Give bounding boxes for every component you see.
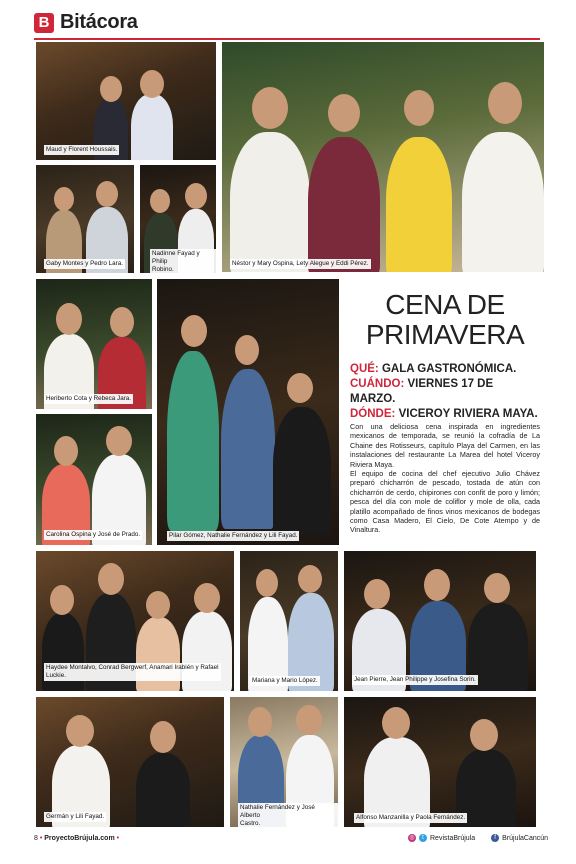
photo-caption: Maud y Florent Houssais. bbox=[46, 146, 118, 153]
paragraph: El equipo de cocina del chef ejecutivo Julio Chávez preparó chicharrón de pescado, tostada de atún con chicharrón de cerdo, chipirones con confit de poro y limón; pesca del día con mole de coliflor y mole de olla, cada platillo acompañado de finos vinos mexicanos de bodegas como Casa Madero, El Cielo, De Cote Atempo y de Vinaltura. bbox=[350, 469, 540, 535]
section-title: Bitácora bbox=[60, 11, 138, 33]
photo-caption: Heriberto Cota y Rebeca Jara. bbox=[46, 395, 132, 402]
photo-carolina-jose bbox=[36, 414, 152, 545]
page-number: 8 bbox=[34, 835, 38, 842]
photo-caption: Mariana y Mario López. bbox=[252, 677, 318, 684]
photo-gaby-pedro bbox=[36, 165, 134, 273]
photo-alfonso-paola bbox=[344, 697, 536, 827]
social-handle[interactable]: BrújulaCancún bbox=[502, 834, 549, 842]
photo-german-lili bbox=[36, 697, 224, 827]
article-body bbox=[350, 422, 540, 535]
paragraph: Con una deliciosa cena inspirada en ingredientes mexicanos de temporada, se reunió la cofradía de La Chaine des Rotisseurs, capítulo Playa del Carmen, en las instalaciones del restaurante La Marea del hotel Viceroy Riviera Maya. bbox=[350, 422, 540, 469]
fact-what: QUÉ: GALA GASTRONÓMICA. bbox=[350, 363, 517, 375]
photo-heriberto-rebeca bbox=[36, 279, 152, 409]
facebook-icon[interactable]: f bbox=[491, 834, 499, 842]
twitter-icon[interactable]: t bbox=[419, 834, 427, 842]
photo-nestor-group bbox=[222, 42, 544, 272]
photo-jean-group bbox=[344, 551, 536, 691]
photo-caption: Néstor y Mary Ospina, Lety Alegue y Eddi Pérez. bbox=[232, 260, 369, 267]
fact-where: DÓNDE: VICEROY RIVIERA MAYA. bbox=[350, 408, 538, 420]
title-line: PRIMAVERA bbox=[365, 319, 525, 350]
photo-nadinne-philip bbox=[140, 165, 216, 273]
site-link[interactable]: ProyectoBrújula.com bbox=[44, 835, 115, 842]
title-line: CENA DE bbox=[385, 289, 505, 320]
header-divider bbox=[34, 38, 540, 40]
logo-icon: B bbox=[34, 13, 54, 33]
photo-caption: Alfonso Manzanilla y Paola Fernández. bbox=[356, 814, 466, 821]
article-title bbox=[350, 290, 540, 350]
event-facts bbox=[350, 362, 540, 422]
photo-caption: Nadinne Fayad y Philip Robino. bbox=[150, 249, 216, 273]
photo-caption: Germán y Lili Fayad. bbox=[46, 813, 105, 820]
photo-caption: Jean Pierre, Jean Philippe y Josefina Sorin. bbox=[354, 676, 476, 683]
photo-caption: Haydee Montalvo, Conrad Bergwerf, Anamari Irabién y Rafael Luckie. bbox=[46, 664, 219, 679]
fact-when: CUÁNDO: VIERNES 17 DE MARZO. bbox=[350, 378, 494, 405]
photo-pilar-group bbox=[157, 279, 339, 545]
social-handle[interactable]: RevistaBrújula bbox=[430, 834, 476, 842]
photo-mariana-mario bbox=[240, 551, 338, 691]
photo-caption: Carolina Ospina y José de Prado. bbox=[46, 531, 141, 538]
photo-maud-florent bbox=[36, 42, 216, 160]
footer-social bbox=[408, 834, 548, 842]
photo-caption: Nathalie Fernández y José Alberto Castro. bbox=[238, 803, 338, 827]
footer-page-info: 8 • ProyectoBrújula.com • bbox=[34, 835, 120, 842]
instagram-icon[interactable]: ◎ bbox=[409, 835, 415, 841]
photo-caption: Pilar Gómez, Nathalie Fernández y Lili Fayad. bbox=[169, 532, 298, 539]
photo-nathalie-jose bbox=[230, 697, 338, 827]
photo-caption: Gaby Montes y Pedro Lara. bbox=[46, 260, 124, 267]
photo-haydee-group bbox=[36, 551, 234, 691]
